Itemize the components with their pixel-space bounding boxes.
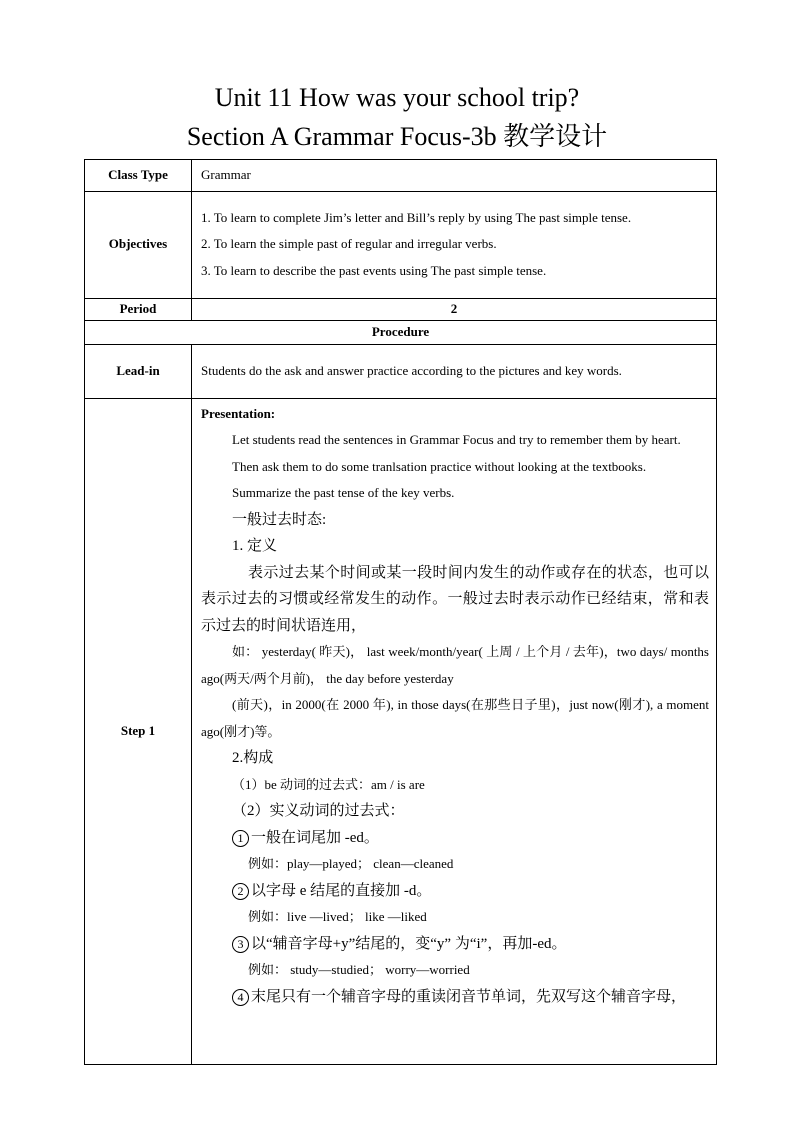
step1-paragraph: (前天)，in 2000(在 2000 年), in those days(在那些日子里)，just now(刚才), a moment ago(刚才)等。 [201,697,709,739]
step1-paragraph: 2.构成 [232,750,274,766]
rule-example: 例如： study—studied； worry—worried [248,962,470,977]
rule-text: 一般在词尾加 -ed。 [251,829,379,846]
circled-number: 4 [232,989,249,1006]
rule-text: 以字母 e 结尾的直接加 -d。 [251,882,432,899]
step1-label: Step 1 [85,398,192,1064]
objective-item: 2. To learn the simple past of regular and irregular verbs. [201,236,497,252]
period-value: 2 [192,298,717,320]
class-type-row [85,160,717,192]
objectives-content [192,191,717,298]
page-subtitle: Section A Grammar Focus-3b 教学设计 [186,122,608,151]
step1-paragraph: （2）实义动词的过去式： [232,803,405,819]
step1-paragraph: 如： yesterday( 昨天)， last week/month/year( 上周 / 上个月 / 去年)，two days/ months ago(两天/两个月前)， the day before yesterday [201,644,709,686]
step1-content [192,398,717,1064]
step1-paragraph: Then ask them to do some tranlsation practice without looking at the textbooks. [232,458,647,474]
lead-in-label: Lead-in [85,344,192,398]
class-type-label: Class Type [85,160,192,192]
presentation-heading: Presentation: [201,405,276,421]
step1-paragraph: 一般过去时态: [232,511,327,528]
rule-item [201,931,709,958]
rule-example: 例如：play—played； clean—cleaned [248,856,454,871]
rule-item [201,984,709,1011]
rule-item [201,825,709,852]
circled-number: 3 [232,936,249,953]
step1-paragraph: （1）be 动词的过去式：am / is are [232,776,425,792]
step1-paragraph: 1. 定义 [232,538,278,554]
lead-in-row [85,344,717,398]
step1-paragraph: 表示过去某个时间或某一段时间内发生的动作或存在的状态，也可以表示过去的习惯或经常发生的动作。一般过去时表示动作已经结束，常和表示过去的时间状语连用， [201,564,709,634]
period-row [85,298,717,320]
objective-item: 3. To learn to describe the past events using The past simple tense. [201,262,547,278]
period-label: Period [85,298,192,320]
page-title: Unit 11 How was your school trip? [214,83,580,112]
class-type-value: Grammar [192,160,717,192]
objectives-label: Objectives [85,191,192,298]
step1-row [85,398,717,1064]
procedure-row [85,320,717,344]
objectives-row [85,191,717,298]
step1-paragraph: Let students read the sentences in Grammar Focus and try to remember them by heart. [232,432,681,447]
lesson-plan-table [84,159,717,1065]
lead-in-content: Students do the ask and answer practice according to the pictures and key words. [192,344,717,398]
rule-example: 例如：live —lived； like —liked [248,909,427,924]
circled-number: 2 [232,883,249,900]
rule-text: 以“辅音字母+y”结尾的，变“y” 为“i”，再加-ed。 [251,935,567,952]
rule-text: 末尾只有一个辅音字母的重读闭音节单词，先双写这个辅音字母， [251,988,687,1005]
procedure-heading: Procedure [85,320,717,344]
rule-item [201,878,709,905]
circled-number: 1 [232,830,249,847]
step1-paragraph: Summarize the past tense of the key verbs. [232,485,455,500]
objective-item: 1. To learn to complete Jim’s letter and Bill’s reply by using The past simple tense. [201,209,632,225]
